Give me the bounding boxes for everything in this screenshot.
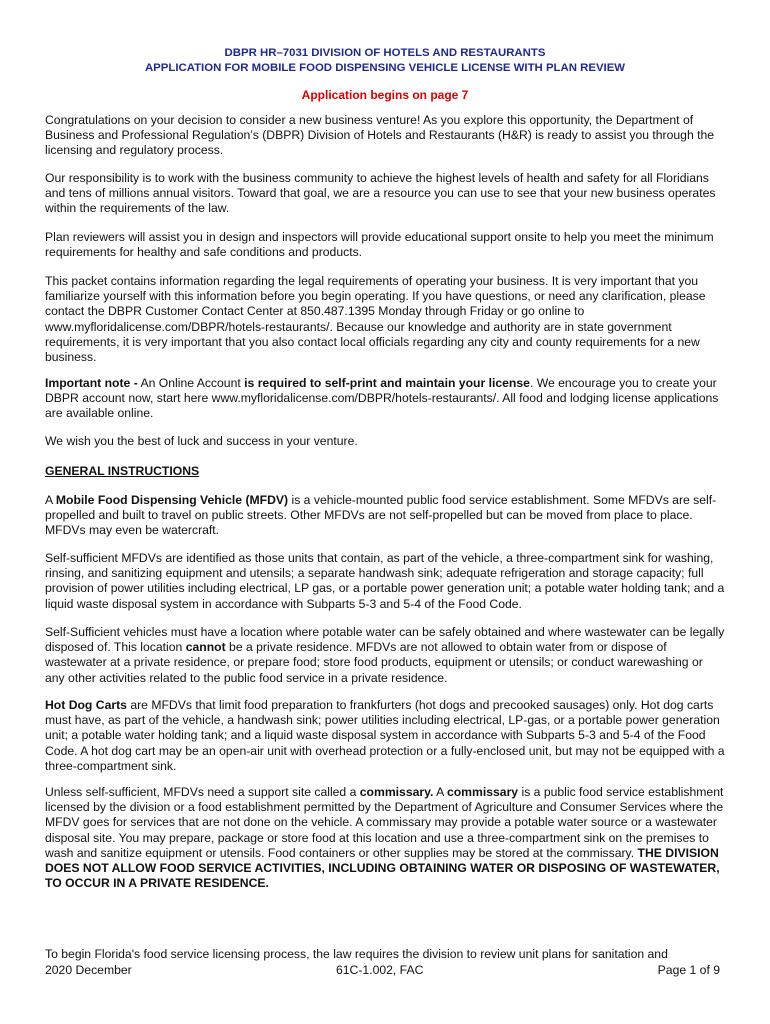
application-begins-note: Application begins on page 7 (301, 88, 469, 102)
intro-paragraph-4: This packet contains information regarding the legal requirements of operating your business. It is very important that you familiarize yourself with this information before you begin operating. If you have questions, or need any clarification, please contact the DBPR Customer Contact Center at 850.487.1395 Monday through Friday or go online to www.myfloridalicense.com/DBPR/hotels-restaurants/. Because our knowledge and authority are in state government requirements, it is very important that you also contact local officials regarding any city and county requirements for a new business. (45, 274, 706, 365)
footer-page-number: Page 1 of 9 (657, 963, 720, 977)
intro-paragraph-2: Our responsibility is to work with the business community to achieve the highest levels of health and safety for all Floridians and tens of millions annual visitors. Toward that goal, we are a resource you can use to see that your new business operates within the requirements of the law. (45, 171, 716, 216)
intro-paragraph-1: Congratulations on your decision to consider a new business venture! As you explore this opportunity, the Department of Business and Professional Regulation’s (DBPR) Division of Hotels and Restaurants (H&R) is ready to assist you through the licensing and regulatory process. (45, 113, 715, 158)
intro-paragraph-3: Plan reviewers will assist you in design and inspectors will provide educational support onsite to help you meet the minimum requirements for healthy and safe conditions and products. (45, 230, 714, 260)
form-title-line1: DBPR HR–7031 DIVISION OF HOTELS AND RESTAURANTS (224, 47, 546, 59)
continued-text: To begin Florida's food service licensing process, the law requires the division to review unit plans for sanitation and (45, 947, 668, 961)
self-sufficient-location-paragraph: Self-Sufficient vehicles must have a location where potable water can be safely obtained and where wastewater can be legally disposed of. This location cannot be a private residence. MFDVs are not allowed to obtain water from or dispose of wastewater at a private residence, or prepare food; store food products, equipment or utensils; or conduct warewashing or any other activities related to the public food service in a private residence. (45, 625, 725, 685)
important-note-label: Important note - (45, 376, 138, 390)
mfdv-definition: A Mobile Food Dispensing Vehicle (MFDV) is a vehicle-mounted public food service establishment. Some MFDVs are self-propelled and built to travel on public streets. Other MFDVs are not self-propelled but can be moved from place to place. MFDVs may even be watercraft. (45, 493, 717, 538)
commissary-paragraph: Unless self-sufficient, MFDVs need a support site called a commissary. A commissary is a public food service establishment licensed by the division or a food establishment permitted by the Department of Agriculture and Consumer Services where the MFDV goes for services that are not done on the vehicle. A commissary may provide a potable water source or a wastewater disposal site. You may prepare, package or store food at this location and use a three-compartment sink on the premises to wash and sanitize equipment or utensils. Food containers or other supplies may be stored at the commissary. THE DIVISION DOES NOT ALLOW FOOD SERVICE ACTIVITIES, INCLUDING OBTAINING WATER OR DISPOSING OF WASTEWATER, TO OCCUR IN A PRIVATE RESIDENCE. (45, 785, 724, 891)
footer-date: 2020 December (45, 963, 132, 977)
hot-dog-carts-paragraph: Hot Dog Carts are MFDVs that limit food preparation to frankfurters (hot dogs and precooked sausages) only. Hot dog carts must have, as part of the vehicle, a handwash sink; power utilities including electrical, LP-gas, or a portable power generation unit; a potable water holding tank; and a liquid waste disposal system in accordance with Subparts 5-3 and 5-4 of the Food Code. A hot dog cart may be an open-air unit with overhead protection or a fully-enclosed unit, but may not be equipped with a three-compartment sink. (45, 698, 725, 773)
general-instructions-heading: GENERAL INSTRUCTIONS (45, 464, 200, 478)
form-title-line2: APPLICATION FOR MOBILE FOOD DISPENSING VEHICLE LICENSE WITH PLAN REVIEW (144, 62, 626, 74)
self-sufficient-paragraph: Self-sufficient MFDVs are identified as those units that contain, as part of the vehicle, a three-compartment sink for washing, rinsing, and sanitizing equipment and utensils; a separate handwash sink; adequate refrigeration and storage capacity; full provision of power utilities including electrical, LP gas, or a portable power generation unit; a potable water holding tank; and a liquid waste disposal system in accordance with Subparts 5-3 and 5-4 of the Food Code. (45, 551, 725, 611)
important-note: Important note - An Online Account is required to self-print and maintain your license. We encourage you to create your DBPR account now, start here www.myfloridalicense.com/DBPR/hotels-restaurants/. All food and lodging license applications are available online. (45, 376, 719, 421)
footer-rule: 61C-1.002, FAC (336, 963, 424, 977)
closing-wish: We wish you the best of luck and success in your venture. (45, 434, 358, 448)
